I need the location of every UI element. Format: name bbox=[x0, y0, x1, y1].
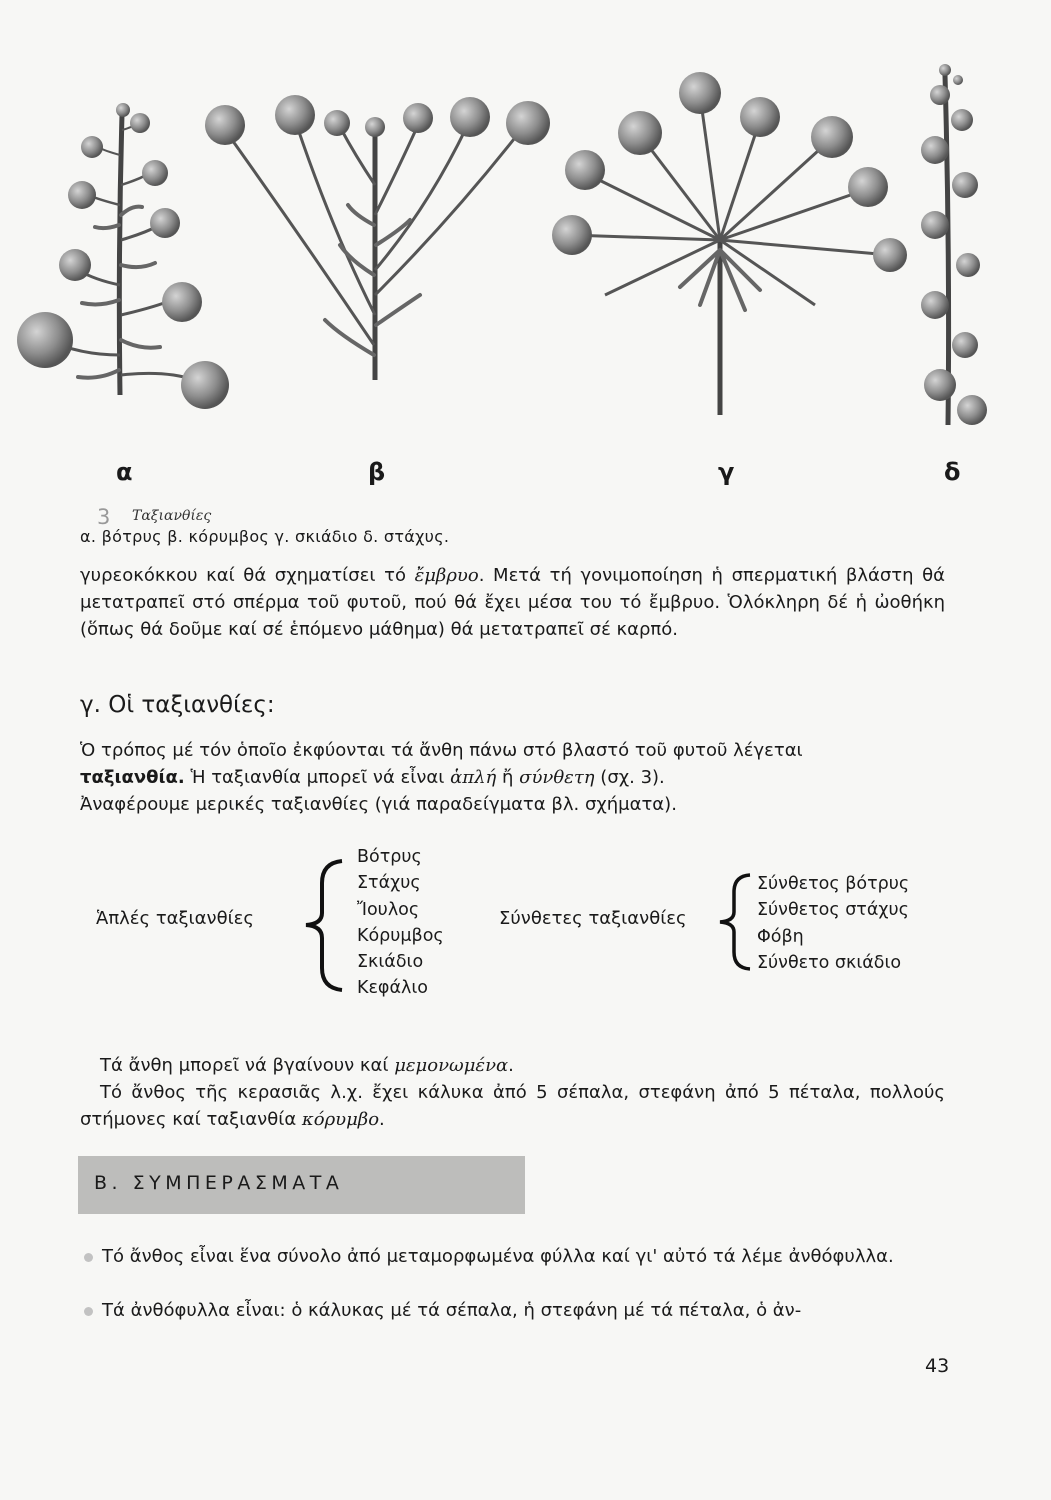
list-item: Ἴουλος bbox=[357, 899, 420, 920]
paragraph-text: Ἡ ταξιανθία μπορεῖ νά εἶναι bbox=[184, 767, 451, 788]
bold-term: ταξιανθία. bbox=[80, 767, 185, 788]
figure-letter-delta: δ bbox=[944, 458, 961, 486]
list-item: Σύνθετο σκιάδιο bbox=[757, 952, 902, 973]
paragraph-text: (σχ. 3). bbox=[594, 767, 665, 788]
list-item: Κεφάλιο bbox=[357, 978, 428, 999]
compound-inflorescences-list bbox=[757, 871, 909, 976]
paragraph-line: Ἀναφέρουμε μερικές ταξιανθίες (γιά παραδείγματα βλ. σχήματα). bbox=[80, 794, 677, 815]
bullet-item: Τό ἄνθος εἶναι ἕνα σύνολο ἀπό μεταμορφωμένα φύλλα καί γι' αὐτό τά λέμε ἀνθόφυλλα. bbox=[102, 1246, 894, 1267]
list-item: Στάχυς bbox=[357, 873, 421, 894]
paragraph-text: γυρεοκόκκου καί θά σχηματίσει τό bbox=[80, 565, 415, 586]
italic-term: σύνθετη bbox=[519, 767, 595, 788]
left-brace bbox=[300, 858, 350, 993]
compound-inflorescences-label: Σύνθετες ταξιανθίες bbox=[499, 908, 687, 929]
paragraph-text: . bbox=[379, 1109, 385, 1130]
list-item: Σύνθετος βότρυς bbox=[757, 874, 910, 894]
paragraph-text: . Μετά τή γονιμοποίηση ἡ σπερματική βλάστη θά μετατραπεῖ στό σπέρμα τοῦ φυτοῦ, πού θά ἔχει μέσα του τό ἔμβρυο. Ὁλόκληρη δέ ἡ ὠοθήκη (ὅπως θά δοῦμε καί σέ ἑπόμενο μάθημα) θά μετατραπεῖ σέ καρπό. bbox=[80, 565, 946, 640]
figure-caption: α. βότρυς β. κόρυμβος γ. σκιάδιο δ. στάχυς. bbox=[80, 527, 450, 546]
simple-inflorescences-label: Ἁπλές ταξιανθίες bbox=[96, 908, 254, 929]
figure-letter-beta: β bbox=[368, 458, 386, 486]
paragraph-embryo bbox=[80, 562, 945, 643]
section-title-conclusions: Β. ΣΥΜΠΕΡΑΣΜΑΤΑ bbox=[94, 1172, 344, 1194]
paragraph-text: ἤ bbox=[496, 767, 520, 788]
paragraph-single-flowers bbox=[80, 1052, 945, 1133]
inflorescence-figure bbox=[0, 55, 1051, 495]
list-item: Σύνθετος στάχυς bbox=[757, 900, 909, 921]
italic-term: μεμονωμένα bbox=[394, 1055, 509, 1076]
figure-number: 3 bbox=[97, 505, 111, 529]
bullet-icon bbox=[84, 1253, 93, 1262]
umbel-diagram bbox=[552, 72, 907, 415]
list-item: Κόρυμβος bbox=[357, 925, 444, 946]
italic-term: ἁπλή bbox=[450, 767, 497, 788]
paragraph-text: Τά ἄνθη μπορεῖ νά βγαίνουν καί bbox=[100, 1055, 395, 1076]
paragraph-line: Ὁ τρόπος μέ τόν ὁποῖο ἐκφύονται τά ἄνθη πάνω στό βλαστό τοῦ φυτοῦ λέγεται bbox=[80, 740, 803, 761]
figure-label: Ταξιανθίες bbox=[132, 508, 212, 524]
italic-term: ἔμβρυο bbox=[414, 565, 479, 586]
simple-inflorescences-list bbox=[357, 844, 444, 1002]
figure-letter-alpha: α bbox=[116, 458, 133, 486]
corymb-diagram bbox=[205, 95, 550, 380]
left-brace bbox=[712, 872, 756, 972]
list-item: Φόβη bbox=[757, 926, 804, 947]
spike-diagram bbox=[921, 64, 987, 425]
paragraph-text: . bbox=[508, 1055, 514, 1076]
paragraph-text: Τό ἄνθος τῆς κερασιᾶς λ.χ. ἔχει κάλυκα ἀπό 5 σέπαλα, στεφάνη ἀπό 5 πέταλα, πολλούς στήμονες καί ταξιανθία bbox=[80, 1082, 945, 1130]
list-item: Βότρυς bbox=[357, 847, 422, 867]
list-item: Σκιάδιο bbox=[357, 952, 424, 973]
bullet-item: Τά ἀνθόφυλλα εἶναι: ὁ κάλυκας μέ τά σέπαλα, ἡ στεφάνη μέ τά πέταλα, ὁ ἀν- bbox=[102, 1300, 802, 1321]
italic-term: κόρυμβο bbox=[301, 1109, 380, 1130]
paragraph-inflorescence-definition bbox=[80, 737, 945, 818]
figure-letter-gamma: γ bbox=[718, 458, 735, 486]
bullet-icon bbox=[84, 1307, 93, 1316]
page-number: 43 bbox=[925, 1355, 950, 1377]
raceme-diagram bbox=[17, 103, 229, 409]
section-heading-inflorescences: γ. Οἱ ταξιανθίες: bbox=[80, 692, 275, 718]
